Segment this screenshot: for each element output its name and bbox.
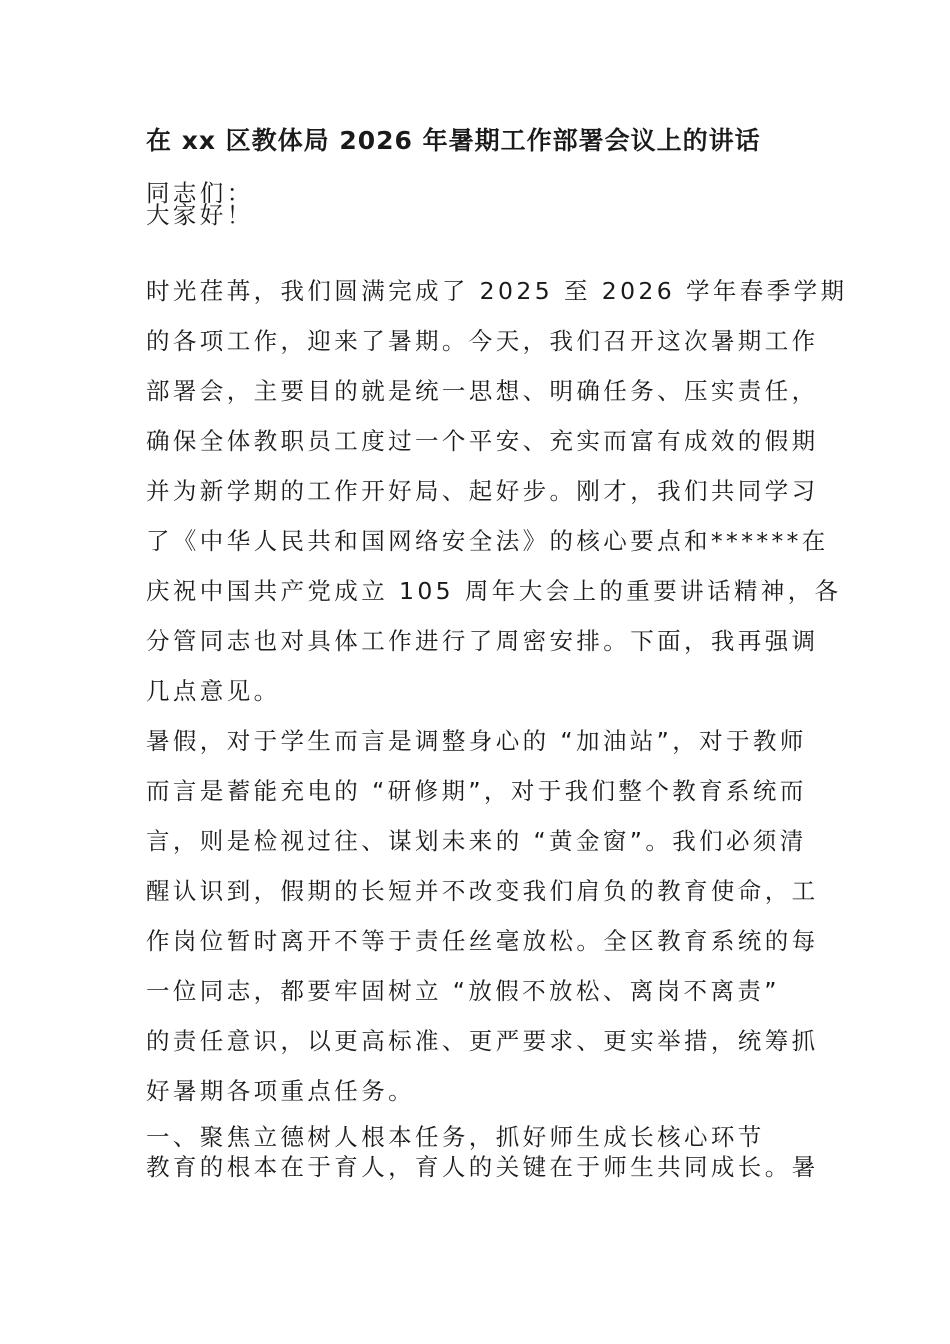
paragraph-line: 的各项工作，迎来了暑期。今天，我们召开这次暑期工作	[146, 327, 819, 355]
paragraph-line: 几点意见。	[146, 677, 281, 705]
greeting: 大家好！	[146, 201, 254, 229]
paragraph-line: 一位同志，都要牢固树立 “放假不放松、离岗不离责”	[146, 977, 780, 1005]
paragraph-section-1	[146, 1142, 819, 1192]
paragraph-summer	[146, 716, 819, 1116]
paragraph-line: 教育的根本在于育人，育人的关键在于师生共同成长。暑	[146, 1153, 819, 1181]
paragraph-line: 醒认识到，假期的长短并不改变我们肩负的教育使命，工	[146, 877, 819, 905]
paragraph-line: 部署会，主要目的就是统一思想、明确任务、压实责任，	[146, 377, 819, 405]
section-heading-1: 一、聚焦立德树人根本任务，抓好师生成长核心环节	[146, 1123, 765, 1151]
salutation: 同志们：	[146, 179, 254, 207]
paragraph-line: 时光荏苒，我们圆满完成了 2025 至 2026 学年春季学期	[146, 277, 848, 305]
paragraph-line: 暑假，对于学生而言是调整身心的 “加油站”，对于教师	[146, 727, 807, 755]
paragraph-line: 分管同志也对具体工作进行了周密安排。下面，我再强调	[146, 627, 819, 655]
paragraph-line: 庆祝中国共产党成立 105 周年大会上的重要讲话精神，各	[146, 577, 842, 605]
paragraph-opening	[146, 266, 848, 716]
paragraph-line: 好暑期各项重点任务。	[146, 1077, 415, 1105]
paragraph-line: 的责任意识，以更高标准、更严要求、更实举措，统筹抓	[146, 1027, 819, 1055]
paragraph-line: 作岗位暂时离开不等于责任丝毫放松。全区教育系统的每	[146, 927, 819, 955]
paragraph-line: 了《中华人民共和国网络安全法》的核心要点和******在	[146, 527, 829, 555]
paragraph-line: 言，则是检视过往、谋划未来的 “黄金窗”。我们必须清	[146, 827, 807, 855]
paragraph-line: 确保全体教职员工度过一个平安、充实而富有成效的假期	[146, 427, 819, 455]
document-title: 在 xx 区教体局 2026 年暑期工作部署会议上的讲话	[146, 126, 761, 155]
paragraph-line: 并为新学期的工作开好局、起好步。刚才，我们共同学习	[146, 477, 819, 505]
paragraph-line: 而言是蓄能充电的 “研修期”，对于我们整个教育系统而	[146, 777, 807, 805]
